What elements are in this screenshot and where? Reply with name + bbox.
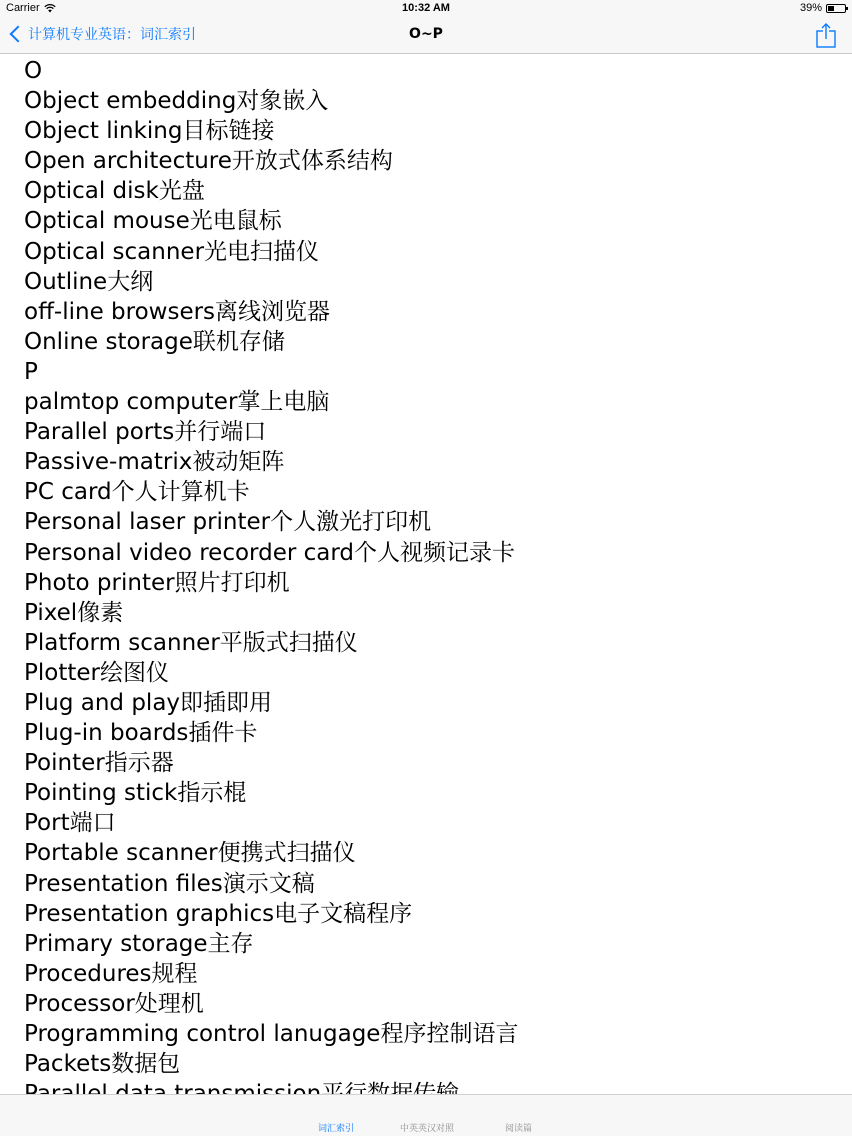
vocabulary-entry: Personal laser printer个人激光打印机 xyxy=(24,509,432,536)
vocabulary-entry: Optical scanner光电扫描仪 xyxy=(24,238,320,265)
vocabulary-entry: Presentation graphics电子文稿程序 xyxy=(24,900,413,927)
vocabulary-entry: off-line browsers离线浏览器 xyxy=(24,298,331,325)
vocabulary-entry: Object linking目标链接 xyxy=(24,118,275,145)
vocabulary-entry: Port端口 xyxy=(24,810,116,837)
vocabulary-entry: Personal video recorder card个人视频记录卡 xyxy=(24,539,515,566)
vocabulary-entry: Pointing stick指示棍 xyxy=(24,780,247,807)
vocabulary-entry: Primary storage主存 xyxy=(24,930,254,957)
vocabulary-entry: Pixel像素 xyxy=(24,599,124,626)
vocabulary-entry: Plotter绘图仪 xyxy=(24,659,169,686)
vocabulary-entry: Programming control lanugage程序控制语言 xyxy=(24,1021,519,1047)
vocabulary-entry: Object embedding对象嵌入 xyxy=(24,88,329,115)
vocabulary-entry: Parallel ports并行端口 xyxy=(24,419,267,446)
vocabulary-entry: Open architecture开放式体系结构 xyxy=(24,148,393,175)
vocabulary-entry: Presentation files演示文稿 xyxy=(24,870,315,897)
vocabulary-entry: Photo printer照片打印机 xyxy=(24,569,290,596)
vocabulary-entry: Processor处理机 xyxy=(24,990,204,1017)
chevron-left-icon xyxy=(10,26,27,43)
status-time: 10:32 AM xyxy=(402,2,450,14)
vocabulary-list-container[interactable] xyxy=(0,54,852,1094)
vocabulary-entry: palmtop computer掌上电脑 xyxy=(24,389,330,416)
section-letter-header: O xyxy=(24,58,43,84)
vocabulary-entry: Optical mouse光电鼠标 xyxy=(24,208,282,235)
vocabulary-entry: PC card个人计算机卡 xyxy=(24,479,250,506)
section-letter-header: P xyxy=(24,358,38,385)
tab-bilingual-glossary[interactable]: 中英英汉对照 xyxy=(400,1124,455,1134)
tab-vocabulary-index[interactable]: 词汇索引 xyxy=(318,1124,355,1134)
status-bar xyxy=(0,0,852,18)
vocabulary-entry: Outline大纲 xyxy=(24,268,154,295)
page-title: O~P xyxy=(409,26,443,42)
tab-bar xyxy=(0,1094,852,1136)
vocabulary-entry: Passive-matrix被动矩阵 xyxy=(24,449,285,476)
back-button-label: 计算机专业英语：词汇索引 xyxy=(28,27,196,43)
battery-percent: 39% xyxy=(799,2,822,14)
vocabulary-entry: Online storage联机存储 xyxy=(24,328,285,355)
vocabulary-entry: Procedures规程 xyxy=(24,960,198,987)
navigation-bar xyxy=(0,18,852,54)
battery-group xyxy=(800,2,846,14)
vocabulary-list xyxy=(0,54,852,1109)
share-icon[interactable] xyxy=(814,22,838,48)
vocabulary-entry: Platform scanner平版式扫描仪 xyxy=(24,629,358,656)
vocabulary-entry: Packets数据包 xyxy=(24,1051,181,1078)
vocabulary-entry: Optical disk光盘 xyxy=(24,178,205,205)
vocabulary-entry: Pointer指示器 xyxy=(24,750,174,777)
carrier-label: Carrier xyxy=(6,2,40,14)
vocabulary-entry: Portable scanner便携式扫描仪 xyxy=(24,840,356,867)
battery-fill xyxy=(828,6,834,11)
battery-icon xyxy=(826,4,846,13)
vocabulary-entry: Plug and play即插即用 xyxy=(24,689,273,716)
vocabulary-entry: Plug-in boards插件卡 xyxy=(24,720,258,747)
tab-reading[interactable]: 阅读篇 xyxy=(505,1124,533,1134)
back-button[interactable] xyxy=(8,24,196,44)
